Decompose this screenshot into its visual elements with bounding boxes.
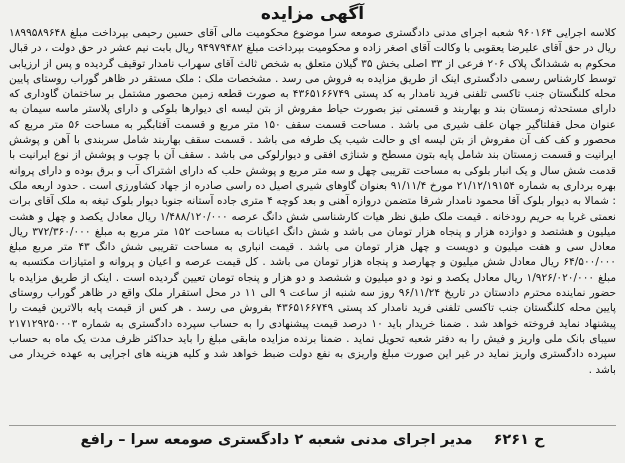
notice-body: کلاسه اجرایی ۹۶۰۱۶۴ شعبه اجرای مدنی دادگستری صومعه سرا موضوع محکومیت مالی آقای حسین رحیمی بپرداخت مبلغ ۱۸۹۹۵۸۹۶۴۸ ریال در حق آقای علیرضا یعقوبی با وکالت آقای اصغر زاده و محکومیت بپرداخت مبلغ ۹۴۹۷۹۴۸۲ ریال بابت نیم عشر در حق دولت ، در قبال محکوم به ششدانگ پلاک ۲۰۶ فرعی از ۳۳ اصلی بخش ۳۵ گیلان متعلق به شخص ثالث آقای سهراب نامدار توقیف گردیده و پس از ارزیابی توسط کارشناس رسمی دادگستری اینک از طریق مزایده به فروش می رسد . مشخصات ملک : ملک مستقر در ظاهر گوراب روستای پایین محله کلنگستان جنب تاکسی تلفنی فرید نامدار به کد پستی ۴۳۶۵۱۶۶۷۴۹ به صورت قطعه زمین محصور مشتمل بر ساختمان گاوداری که دارای مستحدثه زمستان بند و بهاربند و قسمتی نیز بصورت حیاط مفروش از بتن لیسه ای دیوارها بلوکی و دارای پلاستر ماسه سیمان به عنوان محل قفلتاگیر جهان علف شیری می باشد . مساحت قسمت سقف ۱۵۰ متر مربع و قسمت آفتابگیر به مساحت ۵۶ متر مربع که محصور و کف کف آن مفروش از بتن لیسه ای و حالت شیب یک طرفه می باشد . قسمت سقف بهاربند شامل سربندی با آهن و پوشش ایرانیت و قسمت زمستان بند شامل پایه بتون مسطح و شناژی افقی و دیوارلوکی می باشد . سقف آن با چوب و پوشش از نوع ایرانیت با قدمت شش سال و یک انبار بلوکی به مساحت تقریبی چهل و سه متر مربع و پوشش حلب که دارای اشتراک آب و برق بوده و دارای پروانه بهره برداری به شماره ۲۱/۱۲/۱۹۱۵۴ مورخ ۹۱/۱۱/۴ بعنوان گاوهای شیری اصیل ده راسی صادره از جهاد کشاورزی است . حدود اربعه ملک : شمالا به دیوار بلوک آقا محمود نامدار شرقا متضمن دروازه آهنی و بعد کوچه ۴ متری جاده آستانه جنوبا دیوار بلوک تیغه به ملک آقای برات نعمتی غربا به حریم رودخانه . قیمت ملک طبق نظر هیات کارشناسی شش دانگ عرصه ۱/۴۸۸/۱۲۰/۰۰۰ ریال معادل یکصد و چهل و هشت میلیون و هشتصد و دوازده هزار و پنجاه هزار تومان می باشد و شش دانگ اعیانات به مساحت ۱۵۲ متر مربع به مبلغ ۳۷۲/۳۶۰/۰۰۰ ریال معادل سی و هفت میلیون و دویست و چهل هزار تومان می باشد . قیمت انباری به مساحت تقریبی شش دانگ ۴۳ متر مربع مبلغ ۶۴/۵۰۰/۰۰۰ ریال معادل شش میلیون و چهارصد و پنجاه هزار تومان می باشد . کل قیمت عرصه و اعیان و پروانه و امتیازات مکتسبه به مبلغ ۱/۹۲۶/۰۲۰/۰۰۰ ریال معادل یکصد و نود و دو میلیون و ششصد و دو هزار و پنجاه تومان تعیین گردیده است . اینک از طریق مزایده با حضور نماینده محترم دادستان در تاریخ ۹۶/۱۱/۲۴ روز سه شنبه از ساعت ۹ الی ۱۱ در محل استقرار ملک واقع در ظاهر گوراب روستای پایین محله کلنگستان جنب تاکسی تلفنی فرید نامدار کد پستی ۴۳۶۵۱۶۶۷۴۹ بفروش می رسد . هر کس از قیمت پایه بالاترین قیمت را پیشنهاد نماید فروخته خواهد شد . ضمنا خریدار باید ۱۰ درصد قیمت پیشنهادی را به حساب سپرده دادگستری به شماره ۲۱۷۱۲۹۲۵۰۰۰۳ سیبای بانک ملی واریز و فیش را به دفتر شعبه تحویل نماید . ضمنا برنده مزایده مابقی مبلغ را باید حداکثر ظرف مدت یک ماه به حساب سپرده دادگستری واریز نماید در غیر این صورت مبلغ واریزی به نفع دولت ضبط خواهد شد و کلیه هزینه های اجرایی به عهده خریدار می باشد . (9, 27, 616, 376)
notice-title: آگهی مزایده (260, 4, 365, 24)
separator-line (9, 425, 616, 426)
notice-code: ح ۶۲۶۱ (493, 432, 545, 448)
notice-footer (10, 428, 615, 452)
signature-line: مدیر اجرای مدنی شعبه ۲ دادگستری صومعه سرا – رافع (80, 432, 473, 448)
